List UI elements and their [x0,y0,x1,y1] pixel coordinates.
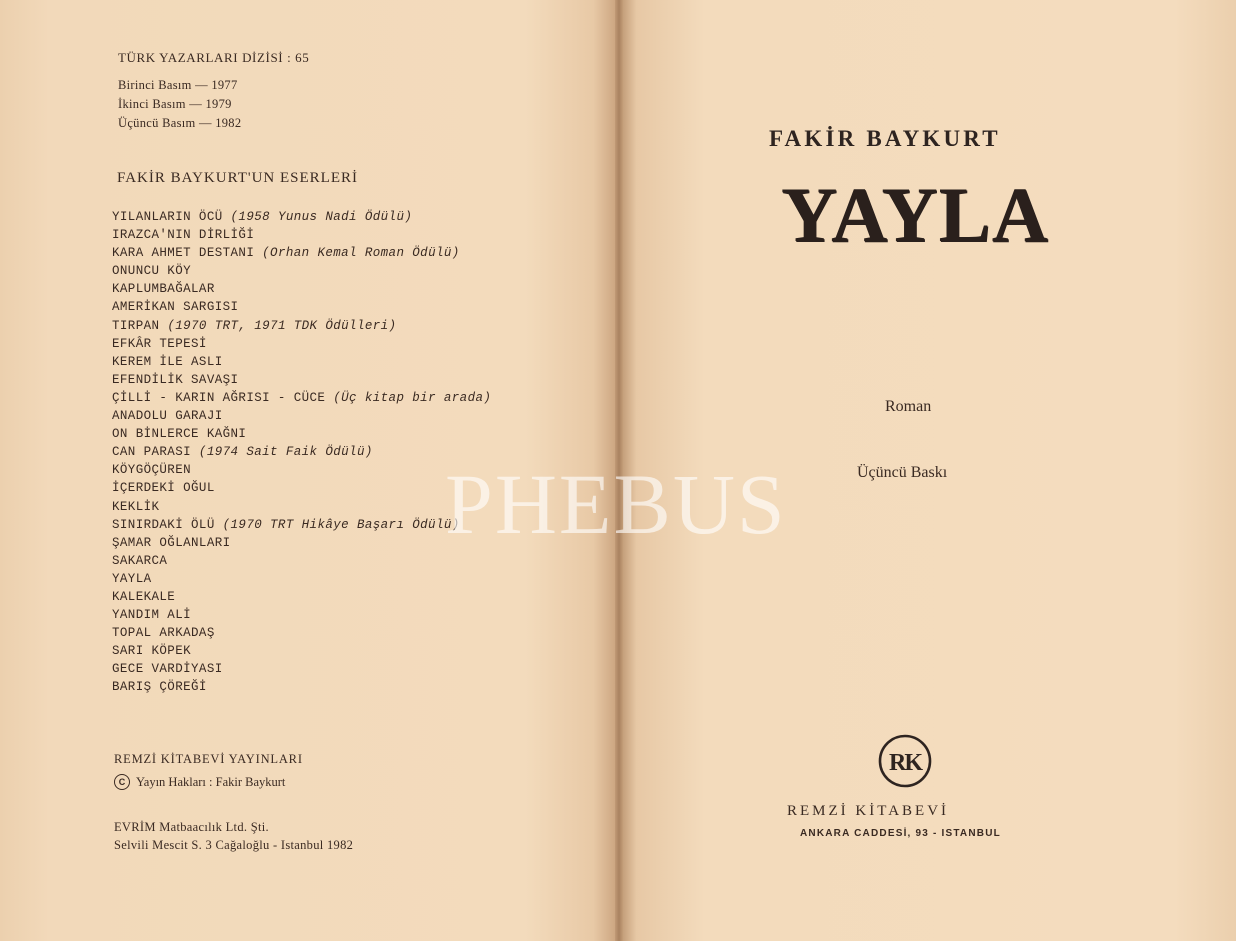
work-title: YAYLA [112,571,152,586]
rights-line [114,774,285,790]
watermark-text: PHEBUS [445,456,787,552]
publisher-name: REMZİ KİTABEVİ [787,803,950,819]
works-list-item [112,534,491,552]
work-title: ÇİLLİ - KARIN AĞRISI - CÜCE [112,390,326,405]
works-list-item [112,624,491,642]
works-list-item [112,498,491,516]
publisher-address: ANKARA CADDESİ, 93 - ISTANBUL [800,828,1001,839]
work-award-note: (1974 Sait Faik Ödülü) [198,445,373,460]
works-list-item [112,407,491,425]
genre-label: Roman [885,398,932,415]
works-list-item [112,353,491,371]
works-list-item [112,570,491,588]
book-title: YAYLA [781,171,1050,258]
works-list-item [112,516,491,534]
rk-logo-icon [877,733,933,789]
edition-second: İkinci Basım — 1979 [118,97,232,111]
work-award-note: (1958 Yunus Nadi Ödülü) [230,210,413,224]
work-award-note: (Orhan Kemal Roman Ödülü) [262,246,460,261]
copyright-icon: C [114,774,130,790]
works-list-item [112,335,491,353]
works-list [112,208,491,697]
work-title: SINIRDAKİ ÖLÜ [112,517,215,532]
works-list-item [112,479,491,497]
work-title: CAN PARASI [112,445,192,460]
work-title: KARA AHMET DESTANI [112,246,255,261]
works-list-item [112,371,491,389]
series-label: TÜRK YAZARLARI DİZİSİ : 65 [118,50,310,65]
work-title: EFENDİLİK SAVAŞI [112,372,239,387]
printing-label: Üçüncü Baskı [857,464,948,481]
works-list-item [112,262,491,280]
work-title: ŞAMAR OĞLANLARI [112,535,231,550]
work-title: ON BİNLERCE KAĞNI [112,427,247,442]
work-title: SARI KÖPEK [112,644,192,659]
work-title: GECE VARDİYASI [112,662,223,677]
work-title: TOPAL ARKADAŞ [112,626,215,641]
printer-address: Selvili Mescit S. 3 Cağaloğlu - Istanbul 1982 [114,838,354,852]
works-list-item [112,298,491,316]
works-heading: FAKİR BAYKURT'UN ESERLERİ [117,170,358,186]
works-list-item [112,443,491,461]
work-title: YILANLARIN ÖCÜ [112,210,223,224]
work-award-note: (1970 TRT Hikâye Başarı Ödülü) [222,517,460,532]
work-title: İÇERDEKİ OĞUL [112,481,215,496]
works-list-item [112,425,491,443]
printer-name: EVRİM Matbaacılık Ltd. Şti. [114,820,269,834]
work-title: ONUNCU KÖY [112,264,192,279]
works-list-item [112,606,491,624]
works-list-item [112,208,491,226]
work-title: AMERİKAN SARGISI [112,300,239,315]
works-list-item [112,244,491,262]
works-list-item [112,660,491,678]
works-list-item [112,317,491,335]
work-title: KAPLUMBAĞALAR [112,282,215,297]
work-title: EFKÂR TEPESİ [112,336,207,351]
work-title: BARIŞ ÇÖREĞİ [112,680,207,695]
logo-lettering: RK [889,750,921,776]
work-title: KEKLİK [112,499,160,514]
work-award-note: (Üç kitap bir arada) [333,390,492,405]
publisher-series: REMZİ KİTABEVİ YAYINLARI [114,752,303,766]
works-list-item [112,642,491,660]
edition-third: Üçüncü Basım — 1982 [118,116,242,130]
works-list-item [112,678,491,696]
works-list-item [112,280,491,298]
rights-text: Yayın Hakları : Fakir Baykurt [136,774,286,789]
author-name: FAKİR BAYKURT [769,126,1001,151]
work-title: IRAZCA'NIN DİRLİĞİ [112,228,255,243]
work-title: SAKARCA [112,553,168,568]
work-title: KÖYGÖÇÜREN [112,463,192,478]
work-title: KEREM İLE ASLI [112,354,223,369]
works-list-item [112,552,491,570]
work-award-note: (1970 TRT, 1971 TDK Ödülleri) [167,318,397,333]
work-title: TIRPAN [112,318,160,333]
works-list-item [112,588,491,606]
work-title: KALEKALE [112,589,176,604]
work-title: ANADOLU GARAJI [112,409,223,424]
works-list-item [112,226,491,244]
works-list-item [112,461,491,479]
work-title: YANDIM ALİ [112,608,192,623]
works-list-item [112,389,491,407]
edition-first: Birinci Basım — 1977 [118,78,238,92]
